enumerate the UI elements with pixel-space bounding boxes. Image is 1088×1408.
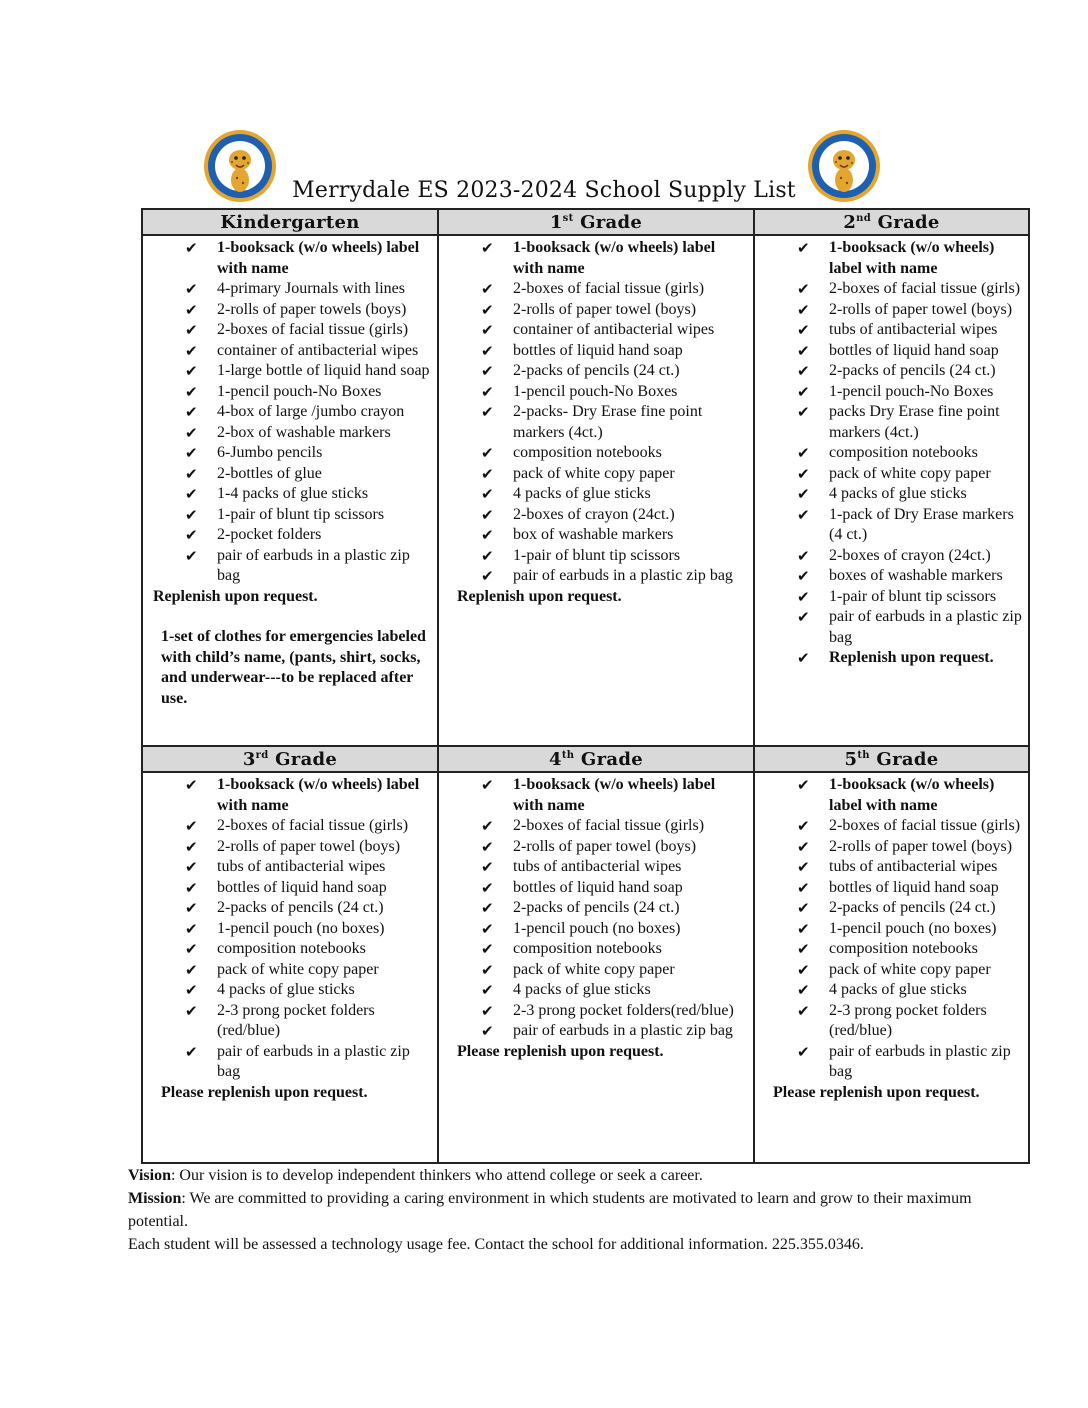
replenish-note: Please replenish upon request. bbox=[161, 1083, 368, 1101]
supply-item: ✔ 2-rolls of paper towel (boys) bbox=[439, 837, 753, 858]
supply-item: ✔ tubs of antibacterial wipes bbox=[439, 857, 753, 878]
supply-item: ✔ 2-box of washable markers bbox=[143, 423, 437, 444]
supply-list bbox=[143, 236, 437, 587]
supply-item: ✔ 4-primary Journals with lines bbox=[143, 279, 437, 300]
technology-fee-note: Each student will be assessed a technology usage fee. Contact the school for additional information. 225.355.0346. bbox=[128, 1236, 864, 1253]
supply-item: ✔ 2-pocket folders bbox=[143, 525, 437, 546]
supply-item: ✔ 4 packs of glue sticks bbox=[755, 980, 1028, 1001]
supply-item: ✔ 2-3 prong pocket folders (red/blue) bbox=[755, 1001, 1028, 1042]
supply-item: ✔ 2-packs of pencils (24 ct.) bbox=[755, 898, 1028, 919]
mission-statement: Mission: We are committed to providing a caring environment in which students are motivated to learn and grow to their maximum potential. bbox=[128, 1190, 972, 1230]
supply-item: ✔ 1-pencil pouch-No Boxes bbox=[755, 382, 1028, 403]
supply-item: ✔ pack of white copy paper bbox=[755, 960, 1028, 981]
supply-item: ✔ pack of white copy paper bbox=[439, 464, 753, 485]
supply-item: ✔ 4 packs of glue sticks bbox=[439, 980, 753, 1001]
supply-item: ✔ pair of earbuds in a plastic zip bag bbox=[143, 1042, 437, 1083]
grade-header-4th: 4th Grade bbox=[438, 746, 754, 772]
supply-item: ✔ 2-boxes of crayon (24ct.) bbox=[439, 505, 753, 526]
supply-item: ✔ 2-rolls of paper towel (boys) bbox=[439, 300, 753, 321]
supply-item: ✔ container of antibacterial wipes bbox=[143, 341, 437, 362]
supply-item: ✔ 1-large bottle of liquid hand soap bbox=[143, 361, 437, 382]
supply-item: ✔ composition notebooks bbox=[143, 939, 437, 960]
supply-item: ✔ tubs of antibacterial wipes bbox=[755, 320, 1028, 341]
supply-item: ✔ 2-packs of pencils (24 ct.) bbox=[439, 361, 753, 382]
supply-item: ✔ 2-boxes of facial tissue (girls) bbox=[439, 816, 753, 837]
grade-header-1st: 1st Grade bbox=[438, 209, 754, 235]
supply-item: ✔ 1-booksack (w/o wheels) label with name bbox=[755, 775, 1028, 816]
supply-item: ✔ box of washable markers bbox=[439, 525, 753, 546]
supply-item: ✔ 1-booksack (w/o wheels) label with name bbox=[439, 775, 753, 816]
replenish-note: Please replenish upon request. bbox=[457, 1042, 664, 1060]
supply-item: ✔ 4-box of large /jumbo crayon bbox=[143, 402, 437, 423]
supply-item: ✔ 2-packs of pencils (24 ct.) bbox=[439, 898, 753, 919]
supply-item: ✔ 2-boxes of facial tissue (girls) bbox=[143, 816, 437, 837]
supply-item: ✔ 2-boxes of facial tissue (girls) bbox=[755, 816, 1028, 837]
grade-header-3rd: 3rd Grade bbox=[142, 746, 438, 772]
supply-item: ✔ 2-rolls of paper towel (boys) bbox=[755, 300, 1028, 321]
supply-item: ✔ composition notebooks bbox=[755, 939, 1028, 960]
supply-item: ✔ 2-rolls of paper towels (boys) bbox=[143, 300, 437, 321]
supply-item: ✔ composition notebooks bbox=[439, 939, 753, 960]
grade-header-2nd: 2nd Grade bbox=[754, 209, 1029, 235]
supply-item: ✔ 2-rolls of paper towel (boys) bbox=[143, 837, 437, 858]
supply-item: ✔ pair of earbuds in a plastic zip bag bbox=[439, 1021, 753, 1042]
supply-item: ✔ 2-3 prong pocket folders (red/blue) bbox=[143, 1001, 437, 1042]
supply-item: ✔ 1-pencil pouch (no boxes) bbox=[143, 919, 437, 940]
supply-item: ✔ 1-pencil pouch (no boxes) bbox=[439, 919, 753, 940]
supply-list bbox=[143, 773, 437, 1083]
page-title: Merrydale ES 2023-2024 School Supply List bbox=[292, 178, 796, 203]
grade-header-kindergarten: Kindergarten bbox=[142, 209, 438, 235]
supply-item: ✔ packs Dry Erase fine point markers (4ct.) bbox=[755, 402, 1028, 443]
supply-item: ✔ pack of white copy paper bbox=[143, 960, 437, 981]
supply-item: ✔ bottles of liquid hand soap bbox=[439, 341, 753, 362]
supply-item: ✔ 2-3 prong pocket folders(red/blue) bbox=[439, 1001, 753, 1022]
supply-item: ✔ bottles of liquid hand soap bbox=[755, 341, 1028, 362]
supply-table bbox=[141, 208, 1030, 1164]
footer bbox=[128, 1164, 988, 1256]
grade-header-5th: 5th Grade bbox=[754, 746, 1029, 772]
supply-item: ✔ 4 packs of glue sticks bbox=[143, 980, 437, 1001]
supply-item: ✔ 2-boxes of facial tissue (girls) bbox=[755, 279, 1028, 300]
supply-item: ✔ 1-pair of blunt tip scissors bbox=[755, 587, 1028, 608]
replenish-note: Replenish upon request. bbox=[153, 587, 318, 605]
supply-item: ✔ 2-packs of pencils (24 ct.) bbox=[755, 361, 1028, 382]
supply-item: ✔ 2-bottles of glue bbox=[143, 464, 437, 485]
emergency-clothes-note: 1-set of clothes for emergencies labeled with child’s name, (pants, shirt, socks, and underwear---to be replaced after use. bbox=[161, 628, 426, 707]
supply-item: ✔ bottles of liquid hand soap bbox=[143, 878, 437, 899]
supply-item: ✔ composition notebooks bbox=[439, 443, 753, 464]
supply-item: ✔ bottles of liquid hand soap bbox=[755, 878, 1028, 899]
supply-list bbox=[439, 236, 753, 587]
supply-item: ✔ pack of white copy paper bbox=[439, 960, 753, 981]
supply-item: ✔ 1-booksack (w/o wheels) label with name bbox=[143, 775, 437, 816]
supply-item: ✔ 1-pencil pouch-No Boxes bbox=[439, 382, 753, 403]
supply-item: ✔ 2-boxes of facial tissue (girls) bbox=[439, 279, 753, 300]
supply-item: ✔ 4 packs of glue sticks bbox=[755, 484, 1028, 505]
supply-item: ✔ 4 packs of glue sticks bbox=[439, 484, 753, 505]
supply-item: ✔ 1-pack of Dry Erase markers (4 ct.) bbox=[755, 505, 1028, 546]
supply-item: ✔ 2-packs- Dry Erase fine point markers (4ct.) bbox=[439, 402, 753, 443]
grade-cell-4th bbox=[438, 772, 754, 1163]
supply-item: ✔ 1-booksack (w/o wheels) label with name bbox=[439, 238, 753, 279]
supply-item: ✔ 1-pair of blunt tip scissors bbox=[439, 546, 753, 567]
supply-item: ✔ pair of earbuds in plastic zip bag bbox=[755, 1042, 1028, 1083]
replenish-note: Replenish upon request. bbox=[457, 587, 622, 605]
supply-item: ✔ 2-rolls of paper towel (boys) bbox=[755, 837, 1028, 858]
grade-cell-3rd bbox=[142, 772, 438, 1163]
supply-list bbox=[755, 236, 1028, 669]
grade-cell-kindergarten bbox=[142, 235, 438, 746]
supply-item: ✔ 1-pencil pouch (no boxes) bbox=[755, 919, 1028, 940]
supply-item: ✔ boxes of washable markers bbox=[755, 566, 1028, 587]
supply-item: ✔ container of antibacterial wipes bbox=[439, 320, 753, 341]
supply-list bbox=[439, 773, 753, 1042]
supply-item: ✔ composition notebooks bbox=[755, 443, 1028, 464]
supply-item: ✔ 1-pencil pouch-No Boxes bbox=[143, 382, 437, 403]
supply-item: ✔ tubs of antibacterial wipes bbox=[143, 857, 437, 878]
supply-item: ✔ 1-booksack (w/o wheels) label with name bbox=[143, 238, 437, 279]
supply-item: ✔ 2-boxes of crayon (24ct.) bbox=[755, 546, 1028, 567]
supply-item: ✔ bottles of liquid hand soap bbox=[439, 878, 753, 899]
supply-item: ✔ 2-boxes of facial tissue (girls) bbox=[143, 320, 437, 341]
supply-item: ✔ pair of earbuds in a plastic zip bag bbox=[143, 546, 437, 587]
vision-statement: Vision: Our vision is to develop independent thinkers who attend college or seek a career. bbox=[128, 1167, 703, 1184]
supply-item: ✔ pack of white copy paper bbox=[755, 464, 1028, 485]
supply-item: ✔ 1-pair of blunt tip scissors bbox=[143, 505, 437, 526]
grade-cell-1st bbox=[438, 235, 754, 746]
grade-cell-5th bbox=[754, 772, 1029, 1163]
supply-item: ✔ 6-Jumbo pencils bbox=[143, 443, 437, 464]
supply-item: ✔ Replenish upon request. bbox=[755, 648, 1028, 669]
supply-item: ✔ 1-booksack (w/o wheels) label with name bbox=[755, 238, 1028, 279]
supply-list bbox=[755, 773, 1028, 1083]
supply-item: ✔ 2-packs of pencils (24 ct.) bbox=[143, 898, 437, 919]
replenish-note: Please replenish upon request. bbox=[773, 1083, 980, 1101]
supply-item: ✔ pair of earbuds in a plastic zip bag bbox=[755, 607, 1028, 648]
supply-item: ✔ 1-4 packs of glue sticks bbox=[143, 484, 437, 505]
grade-cell-2nd bbox=[754, 235, 1029, 746]
supply-item: ✔ pair of earbuds in a plastic zip bag bbox=[439, 566, 753, 587]
supply-item: ✔ tubs of antibacterial wipes bbox=[755, 857, 1028, 878]
